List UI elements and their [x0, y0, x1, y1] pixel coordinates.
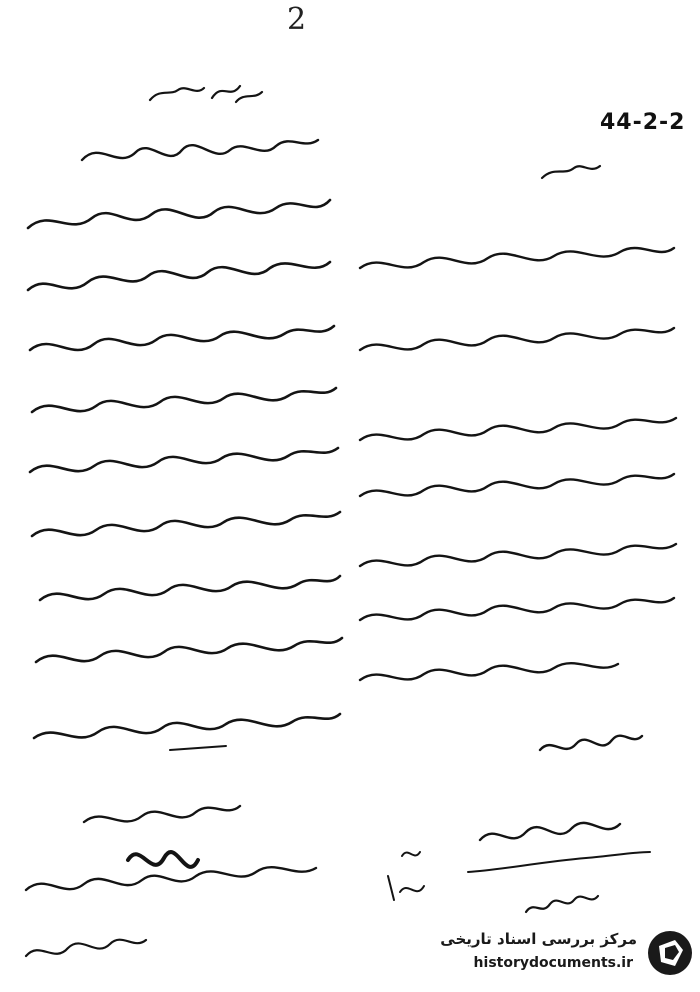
left-line-8: [40, 576, 340, 600]
right-signature-handwriting: [540, 736, 642, 750]
right-line-7: [360, 663, 618, 680]
right-note-numbers-handwriting: [526, 896, 598, 912]
left-line-7: [32, 512, 340, 536]
left-line-12: [26, 867, 316, 890]
left-footer-handwriting: [26, 940, 146, 956]
right-handwriting: [350, 0, 700, 988]
left-line-1: [82, 140, 318, 160]
right-line-4: [360, 474, 674, 496]
right-heading-handwriting: [542, 166, 600, 178]
left-handwriting: [0, 0, 350, 988]
left-line-3: [28, 262, 330, 290]
right-line-1: [360, 248, 674, 268]
right-letter: [350, 0, 700, 988]
left-letter: [0, 0, 350, 988]
right-line-5: [360, 544, 676, 566]
document-date: 44-2-2: [600, 110, 686, 135]
watermark-logo-icon: [645, 928, 695, 978]
left-heading-handwriting: [150, 86, 262, 102]
left-line-4: [30, 326, 334, 350]
right-note-handwriting: [480, 823, 620, 840]
watermark: [425, 928, 695, 980]
left-line-2: [28, 200, 330, 228]
left-line-11: [84, 806, 240, 822]
right-line-2: [360, 328, 674, 350]
right-side-mark-handwriting: [400, 852, 424, 892]
right-line-6: [360, 598, 674, 620]
left-line-10: [34, 714, 340, 738]
left-line-5: [32, 388, 336, 412]
watermark-url: historydocuments.ir: [473, 955, 633, 971]
page-number: 2: [287, 2, 307, 37]
watermark-title: مرکز بررسی اسناد تاریخی: [440, 930, 637, 948]
right-line-3: [360, 418, 676, 440]
left-line-9: [36, 638, 342, 662]
left-line-6: [30, 448, 338, 472]
